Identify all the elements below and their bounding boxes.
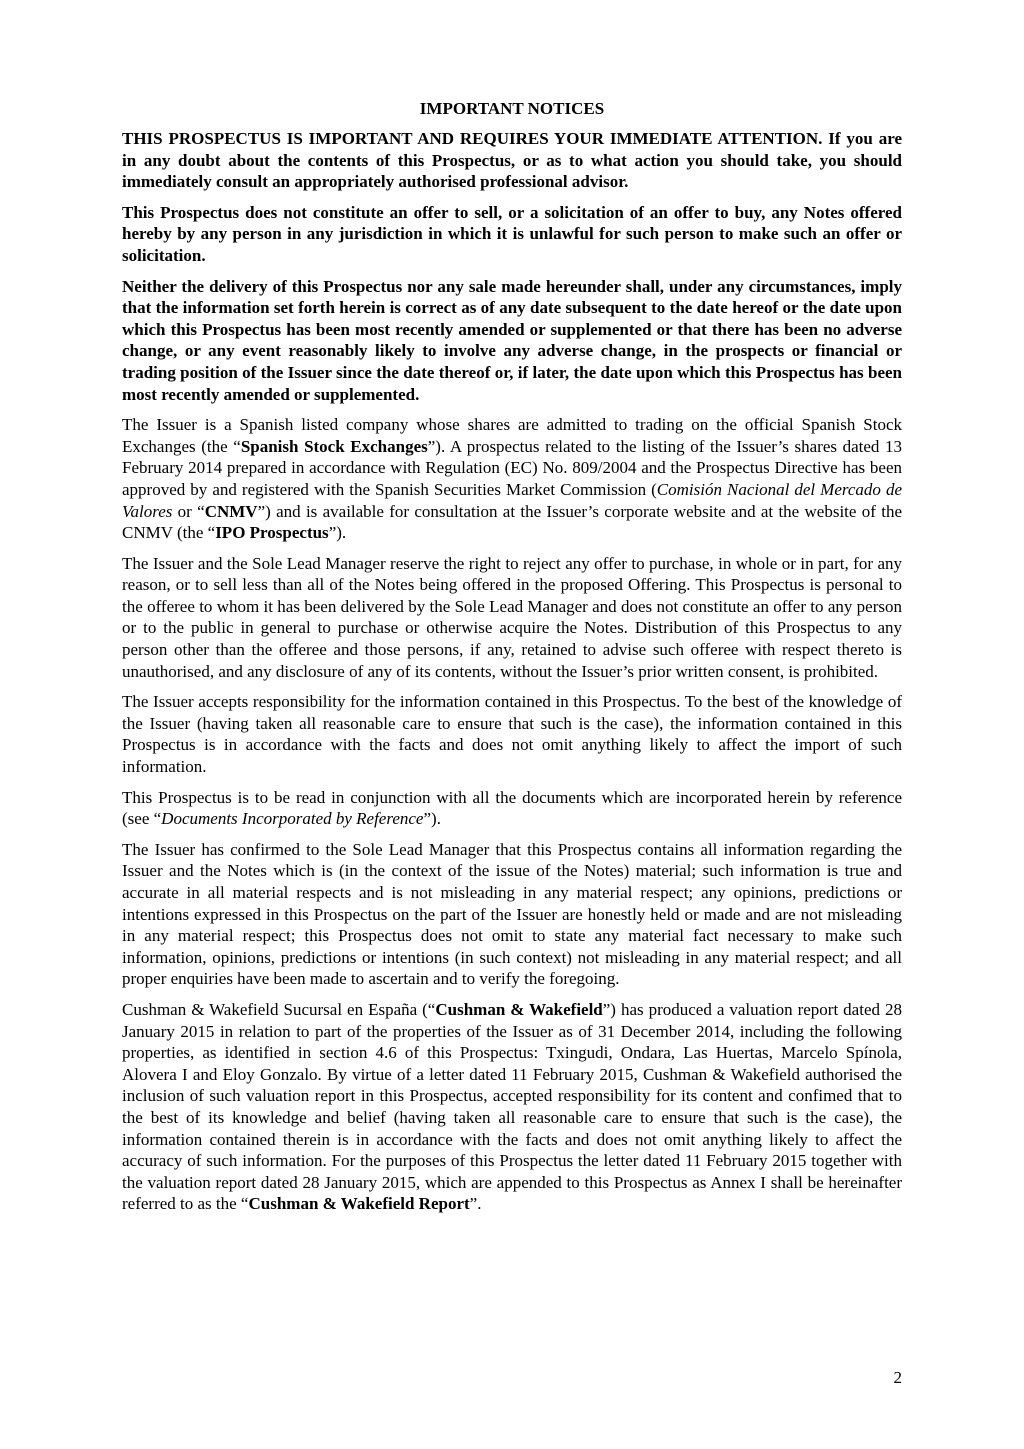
responsibility-paragraph: The Issuer accepts responsibility for the information contained in this Prospectus. To the best of the knowledge of the Issuer (having taken all reasonable care to ensure that such is the case), the information contained in this Prospectus is in accordance with the facts and does not omit anything likely to affect the import of such information.: [122, 692, 902, 777]
no-change-paragraph: Neither the delivery of this Prospectus nor any sale made hereunder shall, under any circumstances, imply that the information set forth herein is correct as of any date subsequent to the date hereof or the date upon which this Prospectus has been most recently amended or supplemented or that there has been no adverse change, or any event reasonably likely to involve any adverse change, in the prospects or financial or trading position of the Issuer since the date thereof or, if later, the date upon which this Prospectus has been most recently amended or supplemented.: [122, 276, 902, 404]
no-offer-paragraph: This Prospectus does not constitute an offer to sell, or a solicitation of an offer to buy, any Notes offered hereby by any person in any jurisdiction in which it is unlawful for such person to make such an offer or solicitation.: [122, 202, 902, 265]
incorporation-paragraph: [122, 787, 902, 830]
text-run: This Prospectus is to be read in conjunction with all the documents which are incorporated herein by reference (see “: [122, 787, 902, 829]
page-number: 2: [893, 1368, 902, 1387]
text-run: ”).: [423, 809, 441, 829]
text-run: ”).: [328, 523, 347, 543]
attention-paragraph: [122, 128, 902, 193]
defined-term: Cushman & Wakefield: [435, 999, 603, 1019]
italic-term: Comisión Nacional del Mercado de Valores: [122, 479, 902, 521]
valuation-paragraph: [122, 999, 902, 1215]
text-run: ”) has produced a valuation report dated 28 January 2015 in relation to part of the properties of the Issuer as of 31 December 2014, including the following properties, as identified in section 4.6 of this Prospectus: Txingudi, Ondara, Las Huertas, Marcelo Spínola, Alovera I and Eloy Gonzalo. By virtue of a letter dated 11 February 2015, Cushman & Wakefield authorised the inclusion of such valuation report in this Prospectus, accepted responsibility for its content and confimed that to the best of its knowledge and belief (having taken all reasonable care to ensure that such is the case), the information contained therein is in accordance with the facts and does not omit anything likely to affect the accuracy of such information. For the purposes of this Prospectus the letter dated 11 February 2015 together with the valuation report dated 28 January 2015, which are appended to this Prospectus as Annex I shall be hereinafter referred to as the “: [122, 999, 902, 1214]
confirmation-paragraph: The Issuer has confirmed to the Sole Lead Manager that this Prospectus contains all information regarding the Issuer and the Notes which is (in the context of the issue of the Notes) material; such information is true and accurate in all material respects and is not misleading in any material respect; any opinions, predictions or intentions expressed in this Prospectus on the part of the Issuer are honestly held or made and are not misleading in any material respect; this Prospectus does not omit to state any material fact necessary to make such information, opinions, predictions or intentions (in such context) not misleading in any material respect; and all proper enquiries have been made to ascertain and to verify the foregoing.: [122, 839, 902, 989]
attention-text: If you are in any doubt about the contents of this Prospectus, or as to what action you should take, you should immediately consult an appropriately authorised professional advisor.: [122, 129, 903, 192]
attention-caps: THIS PROSPECTUS IS IMPORTANT AND REQUIRES YOUR IMMEDIATE ATTENTION.: [122, 129, 823, 148]
text-run: Cushman & Wakefield Sucursal en España (“: [122, 999, 436, 1019]
text-run: ”.: [469, 1194, 482, 1214]
document-page: [122, 98, 902, 1224]
page-heading: IMPORTANT NOTICES: [419, 99, 605, 118]
defined-term: IPO Prospectus: [215, 523, 329, 543]
text-run: ”). A prospectus related to the listing of the Issuer’s shares dated 13 February 2014 prepared in accordance with Regulation (EC) No. 809/2004 and the Prospectus Directive has been approved by and registered with the Spanish Securities Market Commission (: [122, 436, 902, 499]
defined-term: Cushman & Wakefield Report: [248, 1194, 470, 1214]
reject-offer-paragraph: The Issuer and the Sole Lead Manager reserve the right to reject any offer to purchase, in whole or in part, for any reason, or to sell less than all of the Notes being offered in the proposed Offering. This Prospectus is personal to the offeree to whom it has been delivered by the Sole Lead Manager and does not constitute an offer to any person or to the public in general to purchase or otherwise acquire the Notes. Distribution of this Prospectus to any person other than the offeree and those persons, if any, retained to advise such offeree with respect thereto is unauthorised, and any disclosure of any of its contents, without the Issuer’s prior written consent, is prohibited.: [122, 553, 902, 681]
text-run: The Issuer is a Spanish listed company whose shares are admitted to trading on the official Spanish Stock Exchanges (the “: [122, 415, 902, 456]
defined-term: Spanish Stock Exchanges: [240, 436, 428, 456]
issuer-listing-paragraph: [122, 414, 902, 544]
text-run: ”) and is available for consultation at the Issuer’s corporate website and at the website of the CNMV (the “: [122, 501, 902, 543]
defined-term: CNMV: [204, 501, 258, 521]
text-run: or “: [172, 501, 205, 521]
italic-term: Documents Incorporated by Reference: [161, 809, 424, 829]
